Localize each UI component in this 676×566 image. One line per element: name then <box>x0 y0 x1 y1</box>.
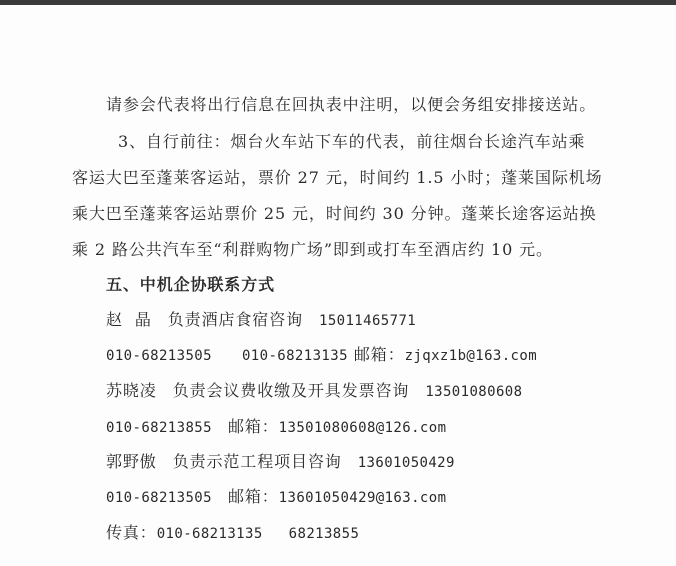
paragraph-self-travel: 3、自行前往：烟台火车站下车的代表，前往烟台长途汽车站乘 <box>118 132 586 151</box>
contact-phone: 010-68213135 <box>241 348 348 364</box>
contact-phone: 010-68213855 <box>106 420 212 436</box>
fax-label: 传真： <box>106 523 157 542</box>
contact-email: 13601050429@163.com <box>278 490 447 506</box>
paragraph-pickup-note: 请参会代表将出行信息在回执表中注明，以便会务组安排接送站。 <box>106 95 597 114</box>
contact-row-zhao <box>106 310 416 331</box>
contact-row-guo <box>106 452 455 473</box>
contact-mobile: 13601050429 <box>357 455 455 471</box>
contact-detail-zhao <box>106 345 537 366</box>
contact-phone: 010-68213505 <box>106 348 212 364</box>
contact-name: 郭野傲 <box>106 452 157 471</box>
paragraph-self-travel-line-3: 乘大巴至蓬莱客运站票价 25 元，时间约 30 分钟。蓬莱长途客运站换 <box>72 204 597 223</box>
contact-role: 负责会议费收缴及开具发票咨询 <box>172 381 410 400</box>
contact-phone: 010-68213505 <box>106 490 212 506</box>
email-label: 邮箱： <box>227 417 279 436</box>
contact-email: 13501080608@126.com <box>278 420 447 436</box>
fax-row <box>106 523 359 544</box>
fax-number: 68213855 <box>288 526 360 542</box>
contact-detail-guo <box>106 487 446 508</box>
contact-role: 负责示范工程项目咨询 <box>172 452 342 471</box>
email-label: 邮箱： <box>227 487 279 506</box>
contact-name: 赵 晶 <box>106 310 152 329</box>
contact-name: 苏晓凌 <box>106 381 157 400</box>
contact-email: zjqxz1b@163.com <box>404 348 538 364</box>
page-top-edge <box>0 0 676 5</box>
contact-mobile: 15011465771 <box>318 313 417 329</box>
paragraph-self-travel-line-2: 客运大巴至蓬莱客运站，票价 27 元，时间约 1.5 小时；蓬莱国际机场 <box>72 168 603 187</box>
contact-mobile: 13501080608 <box>425 384 523 400</box>
fax-number: 010-68213135 <box>156 526 263 542</box>
contact-row-su <box>106 381 522 402</box>
paragraph-self-travel-line-4: 乘 2 路公共汽车至“利群购物广场”即到或打车至酒店约 10 元。 <box>72 240 553 259</box>
email-label: 邮箱： <box>353 345 405 364</box>
contact-role: 负责酒店食宿咨询 <box>167 310 303 329</box>
contact-detail-su <box>106 417 446 438</box>
section-heading-contacts: 五、中机企协联系方式 <box>106 275 276 294</box>
